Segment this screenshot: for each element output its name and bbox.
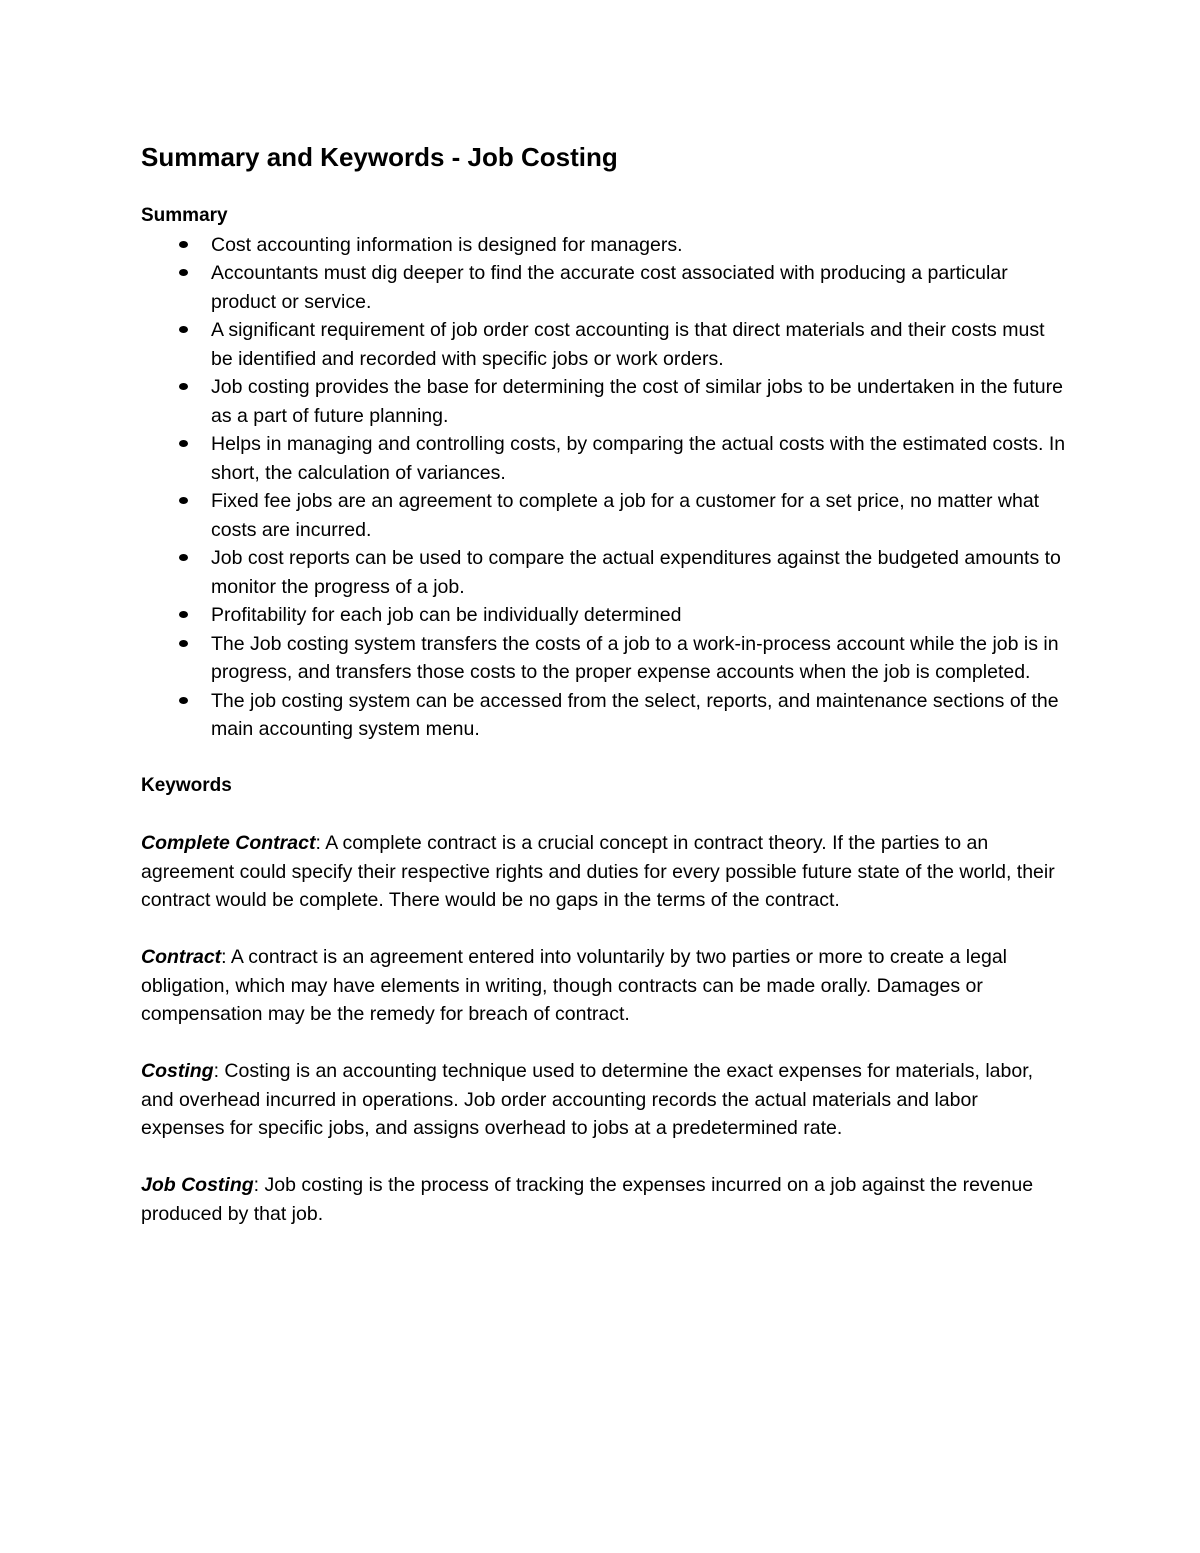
- summary-item-text: Profitability for each job can be individually determined: [211, 604, 682, 626]
- bullet-icon: [179, 640, 188, 647]
- summary-item: [141, 231, 1066, 260]
- keyword-entry: [141, 829, 1066, 915]
- summary-item: [141, 544, 1066, 601]
- summary-item-text: The job costing system can be accessed from the select, reports, and maintenance sections of the main accounting system menu.: [211, 689, 1059, 740]
- summary-item-text: A significant requirement of job order cost accounting is that direct materials and their costs must be identified and recorded with specific jobs or work orders.: [211, 319, 1045, 370]
- summary-item-text: The Job costing system transfers the costs of a job to a work-in-process account while the job is in progress, and transfers those costs to the proper expense accounts when the job is completed.: [211, 632, 1059, 683]
- summary-item-text: Job costing provides the base for determining the cost of similar jobs to be undertaken in the future as a part of future planning.: [211, 376, 1063, 427]
- bullet-icon: [179, 440, 188, 447]
- summary-item: [141, 259, 1066, 316]
- summary-item: [141, 487, 1066, 544]
- document-title: Summary and Keywords - Job Costing: [141, 142, 618, 172]
- summary-list: [141, 231, 1066, 744]
- summary-item-text: Helps in managing and controlling costs, by comparing the actual costs with the estimated costs. In short, the calculation of variances.: [211, 433, 1066, 484]
- summary-item-text: Cost accounting information is designed for managers.: [211, 233, 683, 256]
- bullet-icon: [179, 383, 188, 390]
- document-page: [141, 140, 1066, 1257]
- summary-item: [141, 316, 1066, 373]
- bullet-icon: [179, 611, 188, 618]
- keyword-term: Complete Contract: [141, 832, 316, 854]
- keyword-definition: : A complete contract is a crucial concept in contract theory. If the parties to an agreement could specify their respective rights and duties for every possible future state of the world, their contract would be complete. There would be no gaps in the terms of the contract.: [141, 832, 1055, 911]
- bullet-icon: [179, 697, 188, 704]
- keyword-term: Contract: [141, 946, 222, 968]
- keyword-definition: : Job costing is the process of tracking the expenses incurred on a job against the revenue produced by that job.: [141, 1174, 1034, 1225]
- summary-item-text: Job cost reports can be used to compare the actual expenditures against the budgeted amounts to monitor the progress of a job.: [211, 547, 1061, 598]
- summary-item: [141, 373, 1066, 430]
- keyword-entry: [141, 1171, 1066, 1228]
- bullet-icon: [179, 497, 188, 504]
- keywords-heading: Keywords: [141, 775, 232, 796]
- keyword-term: Job Costing: [141, 1174, 254, 1196]
- keyword-entry: [141, 943, 1066, 1029]
- keyword-entry: [141, 1057, 1066, 1143]
- summary-heading: Summary: [141, 205, 228, 226]
- keyword-term: Costing: [141, 1060, 214, 1082]
- summary-item-text: Fixed fee jobs are an agreement to complete a job for a customer for a set price, no matter what costs are incurred.: [211, 490, 1040, 541]
- bullet-icon: [179, 326, 188, 333]
- keyword-definition: : Costing is an accounting technique used to determine the exact expenses for materials, labor, and overhead incurred in operations. Job order accounting records the actual materials and labor expenses for specific jobs, and assigns overhead to jobs at a predetermined rate.: [141, 1060, 1034, 1139]
- summary-item: [141, 430, 1066, 487]
- bullet-icon: [179, 241, 188, 248]
- summary-item: [141, 687, 1066, 744]
- bullet-icon: [179, 269, 188, 276]
- summary-item: [141, 630, 1066, 687]
- bullet-icon: [179, 554, 188, 561]
- summary-item: [141, 601, 1066, 630]
- keyword-definition: : A contract is an agreement entered into voluntarily by two parties or more to create a legal obligation, which may have elements in writing, though contracts can be made orally. Damages or compensation may be the remedy for breach of contract.: [141, 946, 1008, 1025]
- summary-item-text: Accountants must dig deeper to find the accurate cost associated with producing a particular product or service.: [211, 262, 1008, 313]
